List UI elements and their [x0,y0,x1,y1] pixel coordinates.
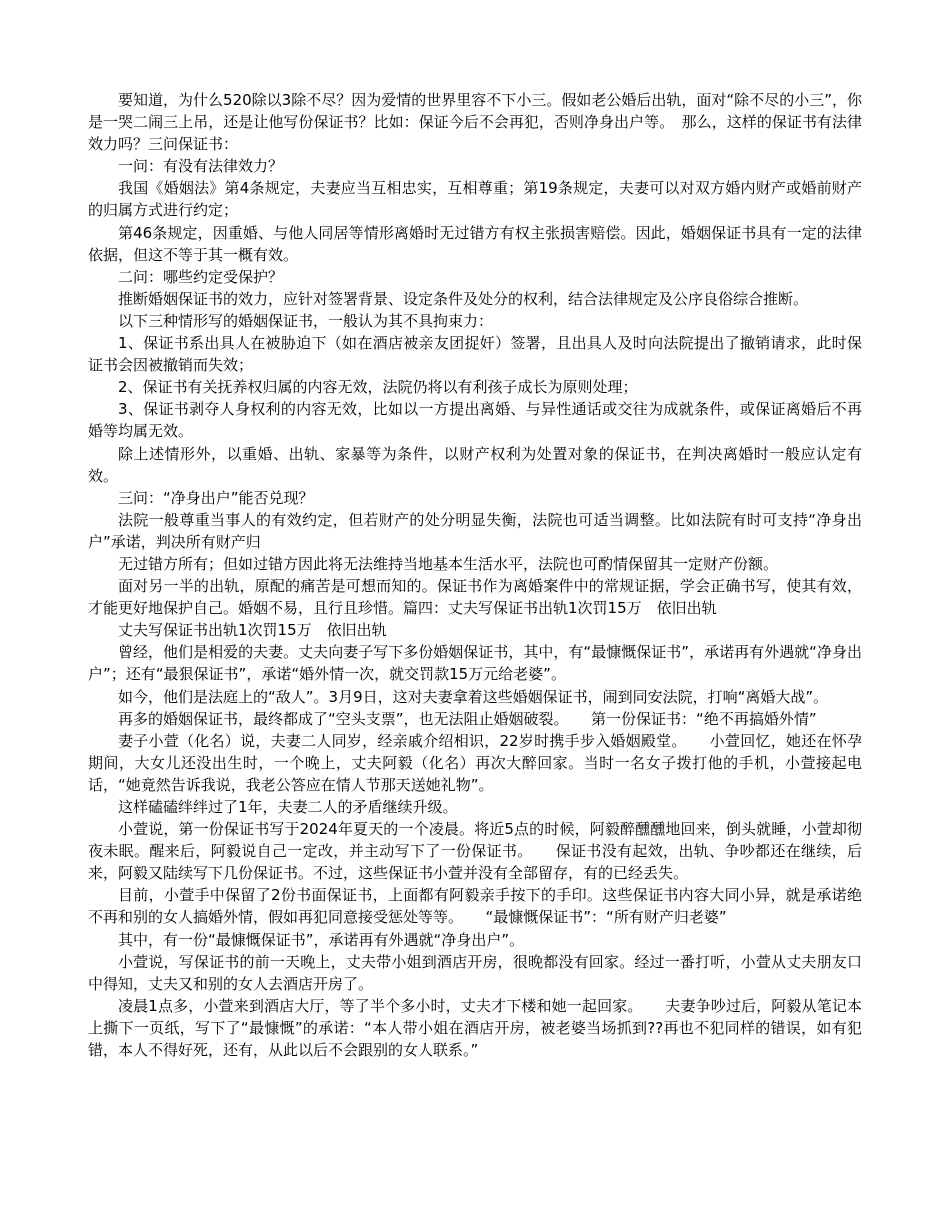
paragraph-empty-promises: 再多的婚姻保证书，最终都成了“空头支票”，也无法阻止婚姻破裂。 第一份保证书：“绝不再搞婚外情” [118,709,817,728]
paragraph-three-cases-intro: 以下三种情形写的婚姻保证书，一般认为其不具拘束力： [118,311,494,330]
paragraph-night-before: 小萱说，写保证书的前一天晚上，丈夫带小姐到酒店开房，很晚都没有回家。经过一番打听，小萱从丈夫朋友口中得知，丈夫又和别的女人去酒店开房了。 [88,952,862,993]
heading-question-3: 三问：“净身出户”能否兑现？ [118,488,314,507]
paragraph-two-guarantees: 目前，小萱手中保留了2份书面保证书，上面都有阿毅亲手按下的手印。这些保证书内容大同小异，就是承诺绝不再和别的女人搞婚外情，假如再犯同意接受惩处等等。 “最慷慨保证书”：“所有财产归老婆” [88,886,862,927]
paragraph-court-respect: 法院一般尊重当事人的有效约定，但若财产的处分明显失衡，法院也可适当调整。比如法院有时可支持“净身出户”承诺，判决所有财产归 [88,510,862,551]
paragraph-conclusion: 面对另一半的出轨，原配的痛苦是可想而知的。保证书作为离婚案件中的常规证据，学会正确书写，使其有效，才能更好地保护自己。婚姻不易，且行且珍惜。篇四：丈夫写保证书出轨1次罚15万 依旧出轨 [88,577,862,618]
document-body [88,89,862,1061]
paragraph-first-guarantee: 小萱说，第一份保证书写于2024年夏天的一个凌晨。将近5点的时候，阿毅醉醺醺地回来，倒头就睡，小萱却彻夜未眠。醒来后，阿毅说自己一定改，并主动写下了一份保证书。 保证书没有起效，出轨、争吵都还在继续，后来，阿毅又陆续写下几份保证书。不过，这些保证书小萱并没有全部留存，有的已经丢失。 [88,820,862,883]
paragraph-marriage-law-4-19: 我国《婚姻法》第4条规定，夫妻应当互相忠实，互相尊重；第19条规定，夫妻可以对双方婚内财产或婚前财产的归属方式进行约定； [88,179,862,220]
paragraph-other-cases: 除上述情形外，以重婚、出轨、家暴等为条件，以财产权利为处置对象的保证书，在判决离婚时一般应认定有效。 [88,444,862,485]
list-item-case-2: 2、保证书有关抚养权归属的内容无效，法院仍将以有利孩子成长为原则处理； [118,378,638,397]
paragraph-wife-account: 妻子小萱（化名）说，夫妻二人同岁，经亲戚介绍相识，22岁时携手步入婚姻殿堂。 小萱回忆，她还在怀孕期间，大女儿还没出生时，一个晚上，丈夫阿毅（化名）再次大醉回家。当时一名女子拨打他的手机，小萱接起电话，“她竟然告诉我说，我老公答应在情人节那天送她礼物”。 [88,731,862,794]
list-item-case-1: 1、保证书系出具人在被胁迫下（如在酒店被亲友团捉奸）签署，且出具人及时向法院提出了撤销请求，此时保证书会因被撤销而失效； [88,334,862,375]
heading-question-1: 一问：有没有法律效力？ [118,157,284,176]
article-title: 丈夫写保证书出轨1次罚15万 依旧出轨 [118,621,387,640]
heading-question-2: 二问：哪些约定受保护？ [118,267,284,286]
paragraph-no-fault-party: 无过错方所有；但如过错方因此将无法维持当地基本生活水平，法院也可酌情保留其一定财产份额。 [118,554,779,573]
paragraph-intro: 要知道，为什么520除以3除不尽？因为爱情的世界里容不下小三。假如老公婚后出轨，面对“除不尽的小三”，你是一哭二闹三上吊，还是让他写份保证书？比如：保证今后不会再犯，否则净身出户等。 那么，这样的保证书有法律效力吗？三问保证书： [88,91,862,154]
paragraph-most-generous: 其中，有一份“最慷慨保证书”，承诺再有外遇就“净身出户”。 [118,930,525,949]
list-item-case-3: 3、保证书剥夺人身权利的内容无效，比如以一方提出离婚、与异性通话或交往为成就条件，或保证离婚后不再婚等均属无效。 [88,400,862,441]
paragraph-early-morning: 凌晨1点多，小萱来到酒店大厅，等了半个多小时，丈夫才下楼和她一起回家。 夫妻争吵过后，阿毅从笔记本上撕下一页纸，写下了“最慷慨”的承诺：“本人带小姐在酒店开房，被老婆当场抓到??再也不犯同样的错误，如有犯错，本人不得好死，还有，从此以后不会跟别的女人联系。” [88,996,862,1060]
paragraph-marriage-law-46: 第46条规定，因重婚、与他人同居等情形离婚时无过错方有权主张损害赔偿。因此，婚姻保证书具有一定的法律依据，但这不等于其一概有效。 [88,223,862,264]
paragraph-validity-inference: 推断婚姻保证书的效力，应针对签署背景、设定条件及处分的权利，结合法律规定及公序良俗综合推断。 [118,289,809,308]
paragraph-once-loving-couple: 曾经，他们是相爱的夫妻。丈夫向妻子写下多份婚姻保证书，其中，有“最慷慨保证书”，承诺再有外遇就“净身出户”；还有“最狠保证书”，承诺“婚外情一次，就交罚款15万元给老婆”。 [88,643,862,684]
paragraph-court-enemies: 如今，他们是法庭上的“敌人”。3月9日，这对夫妻拿着这些婚姻保证书，闹到同安法院，打响“离婚大战”。 [118,687,829,706]
paragraph-conflict-escalates: 这样磕磕绊绊过了1年，夫妻二人的矛盾继续升级。 [118,798,458,816]
